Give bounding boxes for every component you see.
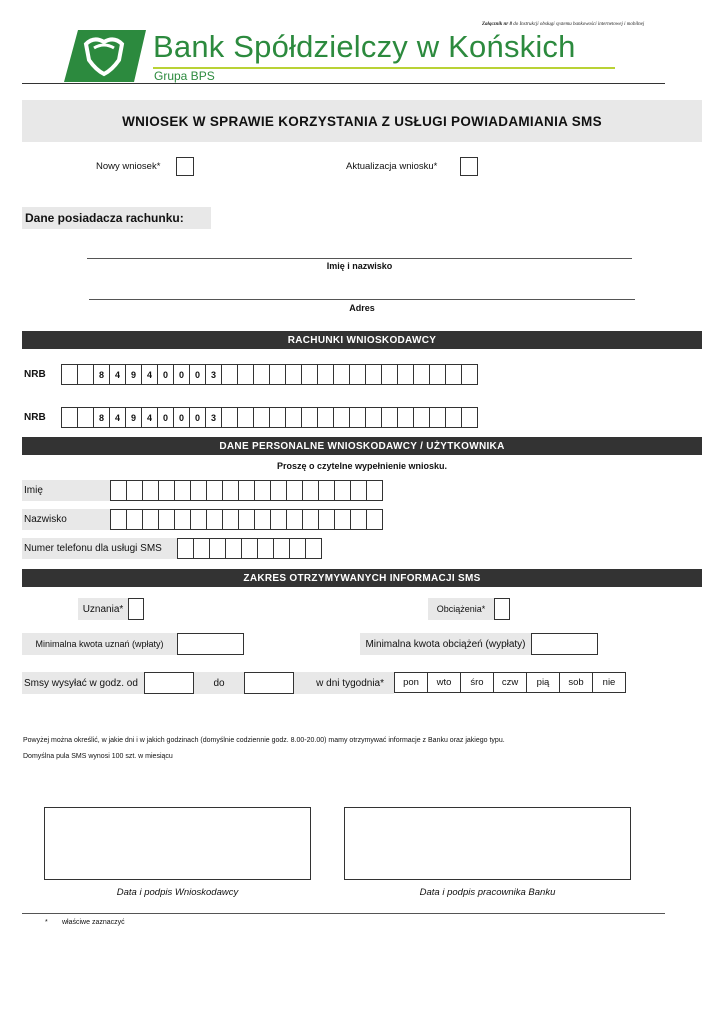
nrb-digit-cell[interactable] bbox=[285, 407, 302, 428]
nrb-digit-cell[interactable]: 4 bbox=[141, 407, 158, 428]
last-name-cell[interactable] bbox=[158, 509, 175, 530]
bank-logo-icon bbox=[64, 30, 146, 82]
employee-signature-box[interactable] bbox=[344, 807, 631, 880]
first-name-cell[interactable] bbox=[238, 480, 255, 501]
nrb-digit-cell[interactable] bbox=[285, 364, 302, 385]
days-label: w dni tygodnia* bbox=[294, 672, 394, 694]
nrb-digit-cell[interactable] bbox=[301, 407, 318, 428]
first-name-cell[interactable] bbox=[286, 480, 303, 501]
nrb-digit-cell[interactable] bbox=[269, 364, 286, 385]
nrb-digit-cell[interactable]: 0 bbox=[189, 364, 206, 385]
nrb-digit-cell[interactable] bbox=[221, 364, 238, 385]
nrb-digit-cell[interactable] bbox=[317, 364, 334, 385]
last-name-cell[interactable] bbox=[302, 509, 319, 530]
footnote-mark: * bbox=[45, 919, 48, 926]
nrb-digit-cell[interactable] bbox=[317, 407, 334, 428]
last-name-cell[interactable] bbox=[254, 509, 271, 530]
first-name-cell[interactable] bbox=[318, 480, 335, 501]
nrb-digit-cell[interactable] bbox=[237, 407, 254, 428]
nrb-digit-cell[interactable] bbox=[333, 364, 350, 385]
last-name-cell[interactable] bbox=[286, 509, 303, 530]
nrb-digit-cell[interactable] bbox=[365, 407, 382, 428]
nrb-digit-cell[interactable] bbox=[445, 364, 462, 385]
nrb-digit-cell[interactable] bbox=[365, 364, 382, 385]
to-label: do bbox=[194, 672, 244, 694]
first-name-cell[interactable] bbox=[254, 480, 271, 501]
nrb-digit-cell[interactable]: 0 bbox=[157, 407, 174, 428]
min-debit-label: Minimalna kwota obciążeń (wypłaty) bbox=[360, 633, 531, 655]
first-name-cell[interactable] bbox=[350, 480, 367, 501]
applicant-signature-box[interactable] bbox=[44, 807, 311, 880]
first-name-cell[interactable] bbox=[206, 480, 223, 501]
last-name-cell[interactable] bbox=[222, 509, 239, 530]
applicant-signature-caption: Data i podpis Wnioskodawcy bbox=[116, 887, 239, 898]
day-thu[interactable]: czw bbox=[493, 672, 527, 693]
note-pool: Domyślna pula SMS wynosi 100 szt. w miesiącu bbox=[23, 753, 173, 760]
fill-instruction: Proszę o czytelne wypełnienie wniosku. bbox=[276, 461, 448, 471]
nrb-digit-cell[interactable] bbox=[429, 407, 446, 428]
nrb-digit-cell[interactable]: 3 bbox=[205, 364, 222, 385]
last-name-cell[interactable] bbox=[270, 509, 287, 530]
nrb-digit-cell[interactable] bbox=[461, 364, 478, 385]
nrb-digit-cell[interactable] bbox=[301, 364, 318, 385]
last-name-cell[interactable] bbox=[318, 509, 335, 530]
phone-digit-cell[interactable] bbox=[209, 538, 226, 559]
nrb-digit-cell[interactable] bbox=[221, 407, 238, 428]
nrb-digit-cell[interactable] bbox=[381, 407, 398, 428]
nrb-digit-cell[interactable] bbox=[333, 407, 350, 428]
brand-underline bbox=[153, 67, 615, 69]
footnote-text: właściwe zaznaczyć bbox=[62, 919, 125, 926]
last-name-cell[interactable] bbox=[142, 509, 159, 530]
weekday-options[interactable] bbox=[394, 672, 626, 693]
hours-to-input[interactable] bbox=[244, 672, 294, 694]
nrb-digit-cell[interactable]: 9 bbox=[125, 364, 142, 385]
update-request-checkbox[interactable] bbox=[460, 157, 478, 176]
nrb-digit-cell[interactable] bbox=[237, 364, 254, 385]
holder-heading: Dane posiadacza rachunku: bbox=[22, 207, 211, 229]
scope-heading: ZAKRES OTRZYMYWANYCH INFORMACJI SMS bbox=[22, 569, 702, 587]
nrb-digit-cell[interactable]: 8 bbox=[93, 407, 110, 428]
first-name-cells[interactable] bbox=[110, 480, 383, 501]
nrb-digit-cell[interactable]: 4 bbox=[141, 364, 158, 385]
nrb-digit-cell[interactable] bbox=[461, 407, 478, 428]
last-name-cell[interactable] bbox=[174, 509, 191, 530]
new-request-label: Nowy wniosek* bbox=[96, 161, 161, 172]
first-name-cell[interactable] bbox=[222, 480, 239, 501]
nrb-row-1[interactable] bbox=[61, 364, 478, 385]
nrb-digit-cell[interactable]: 8 bbox=[93, 364, 110, 385]
day-tue[interactable]: wto bbox=[427, 672, 461, 693]
min-credit-label: Minimalna kwota uznań (wpłaty) bbox=[22, 633, 177, 655]
nrb-digit-cell[interactable]: 0 bbox=[157, 364, 174, 385]
nrb-digit-cell[interactable]: 0 bbox=[173, 364, 190, 385]
form-title: WNIOSEK W SPRAWIE KORZYSTANIA Z USŁUGI POWIADAMIANIA SMS bbox=[22, 100, 702, 142]
phone-cells[interactable] bbox=[177, 538, 322, 559]
last-name-cell[interactable] bbox=[238, 509, 255, 530]
day-sat[interactable]: sob bbox=[559, 672, 593, 693]
first-name-cell[interactable] bbox=[142, 480, 159, 501]
phone-digit-cell[interactable] bbox=[289, 538, 306, 559]
first-name-label: Imię bbox=[22, 480, 110, 501]
last-name-cell[interactable] bbox=[366, 509, 383, 530]
day-wed[interactable]: śro bbox=[460, 672, 494, 693]
nrb-digit-cell[interactable]: 0 bbox=[173, 407, 190, 428]
credits-label: Uznania* bbox=[78, 598, 128, 620]
first-name-cell[interactable] bbox=[174, 480, 191, 501]
day-mon[interactable]: pon bbox=[394, 672, 428, 693]
name-caption: Imię i nazwisko bbox=[326, 261, 393, 271]
nrb-digit-cell[interactable] bbox=[349, 364, 366, 385]
nrb-label: NRB bbox=[24, 412, 46, 423]
last-name-cell[interactable] bbox=[190, 509, 207, 530]
first-name-cell[interactable] bbox=[158, 480, 175, 501]
day-fri[interactable]: pią bbox=[526, 672, 560, 693]
nrb-label: NRB bbox=[24, 369, 46, 380]
nrb-digit-cell[interactable] bbox=[413, 364, 430, 385]
note-hours: Powyżej można określić, w jakie dni i w jakich godzinach (domyślnie codziennie godz. 8.00-20.00) mamy otrzymywać informacje z Banku oraz jakiego typu. bbox=[23, 737, 505, 744]
nrb-digit-cell[interactable] bbox=[429, 364, 446, 385]
min-debit-input[interactable] bbox=[531, 633, 598, 655]
phone-digit-cell[interactable] bbox=[273, 538, 290, 559]
first-name-cell[interactable] bbox=[126, 480, 143, 501]
last-name-cell[interactable] bbox=[126, 509, 143, 530]
last-name-cell[interactable] bbox=[350, 509, 367, 530]
last-name-cell[interactable] bbox=[206, 509, 223, 530]
employee-signature-caption: Data i podpis pracownika Banku bbox=[419, 887, 556, 898]
footer-divider bbox=[22, 913, 665, 914]
nrb-row-2[interactable] bbox=[61, 407, 478, 428]
nrb-digit-cell[interactable] bbox=[445, 407, 462, 428]
send-hours-label: Smsy wysyłać w godz. od bbox=[22, 672, 144, 694]
nrb-digit-cell[interactable]: 4 bbox=[109, 364, 126, 385]
phone-digit-cell[interactable] bbox=[241, 538, 258, 559]
header-divider bbox=[22, 83, 665, 84]
nrb-digit-cell[interactable] bbox=[269, 407, 286, 428]
nrb-digit-cell[interactable] bbox=[61, 364, 78, 385]
day-sun[interactable]: nie bbox=[592, 672, 626, 693]
bank-group: Grupa BPS bbox=[154, 69, 215, 83]
phone-digit-cell[interactable] bbox=[225, 538, 242, 559]
phone-label: Numer telefonu dla usługi SMS bbox=[22, 538, 177, 559]
min-credit-input[interactable] bbox=[177, 633, 244, 655]
bank-name: Bank Spółdzielczy w Końskich bbox=[153, 29, 576, 64]
nrb-digit-cell[interactable]: 9 bbox=[125, 407, 142, 428]
first-name-cell[interactable] bbox=[110, 480, 127, 501]
annex-note: Załącznik nr 8 do Instrukcji obsługi systemu bankowości internetowej i mobilnej bbox=[482, 22, 645, 27]
last-name-cells[interactable] bbox=[110, 509, 383, 530]
first-name-cell[interactable] bbox=[270, 480, 287, 501]
phone-digit-cell[interactable] bbox=[193, 538, 210, 559]
name-line[interactable] bbox=[87, 258, 632, 259]
debits-checkbox[interactable] bbox=[494, 598, 510, 620]
nrb-digit-cell[interactable] bbox=[381, 364, 398, 385]
nrb-digit-cell[interactable] bbox=[61, 407, 78, 428]
nrb-digit-cell[interactable] bbox=[253, 364, 270, 385]
nrb-digit-cell[interactable] bbox=[77, 407, 94, 428]
address-line[interactable] bbox=[89, 299, 635, 300]
nrb-digit-cell[interactable] bbox=[397, 407, 414, 428]
nrb-digit-cell[interactable] bbox=[397, 364, 414, 385]
nrb-digit-cell[interactable] bbox=[413, 407, 430, 428]
first-name-cell[interactable] bbox=[190, 480, 207, 501]
nrb-digit-cell[interactable]: 4 bbox=[109, 407, 126, 428]
phone-digit-cell[interactable] bbox=[177, 538, 194, 559]
hours-from-input[interactable] bbox=[144, 672, 194, 694]
new-request-checkbox[interactable] bbox=[176, 157, 194, 176]
personal-heading: DANE PERSONALNE WNIOSKODAWCY / UŻYTKOWNIKA bbox=[22, 437, 702, 455]
phone-digit-cell[interactable] bbox=[257, 538, 274, 559]
first-name-cell[interactable] bbox=[334, 480, 351, 501]
nrb-digit-cell[interactable] bbox=[253, 407, 270, 428]
last-name-label: Nazwisko bbox=[22, 509, 110, 530]
last-name-cell[interactable] bbox=[110, 509, 127, 530]
accounts-heading: RACHUNKI WNIOSKODAWCY bbox=[22, 331, 702, 349]
nrb-digit-cell[interactable]: 3 bbox=[205, 407, 222, 428]
credits-checkbox[interactable] bbox=[128, 598, 144, 620]
first-name-cell[interactable] bbox=[302, 480, 319, 501]
phone-digit-cell[interactable] bbox=[305, 538, 322, 559]
first-name-cell[interactable] bbox=[366, 480, 383, 501]
last-name-cell[interactable] bbox=[334, 509, 351, 530]
nrb-digit-cell[interactable] bbox=[77, 364, 94, 385]
update-request-label: Aktualizacja wniosku* bbox=[346, 161, 438, 172]
address-caption: Adres bbox=[349, 303, 375, 313]
debits-label: Obciążenia* bbox=[428, 598, 494, 620]
nrb-digit-cell[interactable]: 0 bbox=[189, 407, 206, 428]
nrb-digit-cell[interactable] bbox=[349, 407, 366, 428]
